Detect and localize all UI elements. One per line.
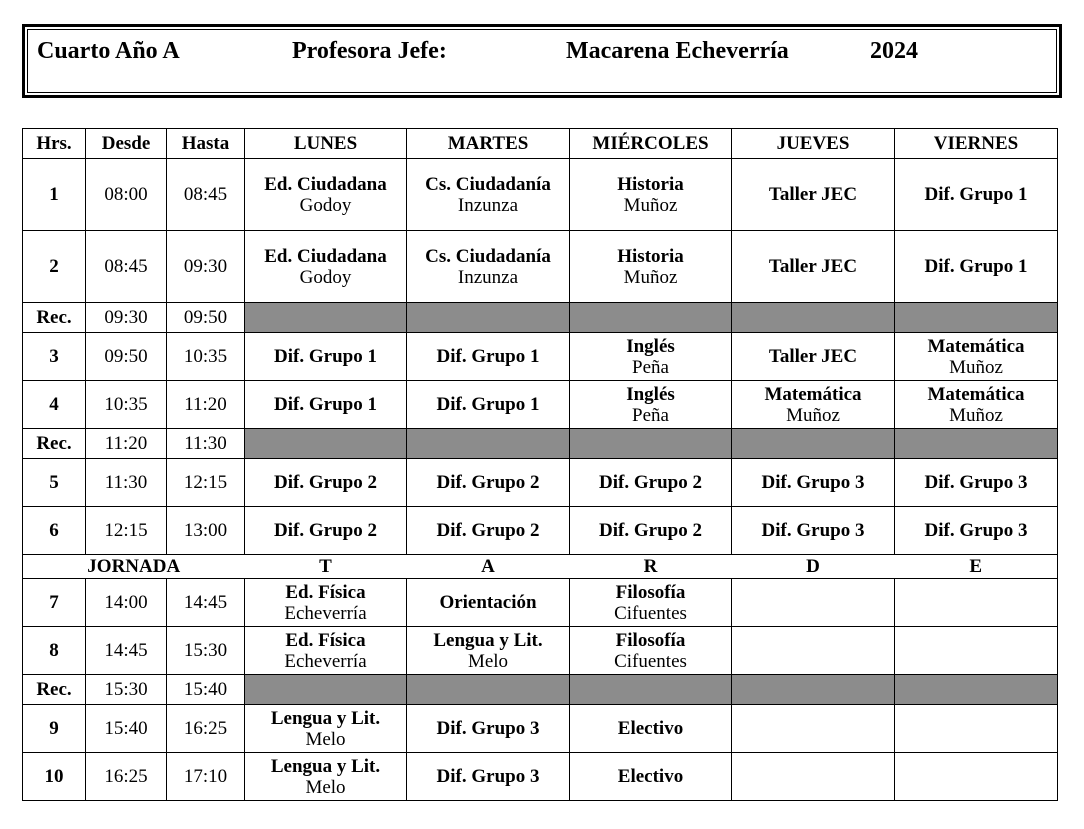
subject-name: Dif. Grupo 3 [924, 472, 1028, 493]
jornada-row [23, 555, 1058, 579]
desde-cell: 11:20 [86, 429, 167, 459]
teacher-name: Peña [632, 404, 669, 426]
jornada-letter: E [895, 555, 1058, 579]
class-cell [245, 627, 407, 675]
hasta-cell: 08:45 [167, 159, 245, 231]
afternoon-body [23, 579, 1058, 801]
recess-cell [895, 303, 1058, 333]
subject-name: Taller JEC [768, 346, 858, 367]
jornada-label: JORNADA [23, 555, 245, 579]
recess-cell [732, 303, 895, 333]
class-cell [570, 381, 732, 429]
hour-cell: 2 [23, 231, 86, 303]
recess-cell [245, 303, 407, 333]
recess-cell [245, 675, 407, 705]
class-cell [407, 159, 570, 231]
hasta-cell: 17:10 [167, 753, 245, 801]
class-cell [895, 231, 1058, 303]
hour-cell: Rec. [23, 675, 86, 705]
schedule-row [23, 627, 1058, 675]
hasta-cell: 16:25 [167, 705, 245, 753]
subject-name: Taller JEC [768, 184, 858, 205]
subject-name: Matemática [927, 335, 1025, 357]
desde-cell: 12:15 [86, 507, 167, 555]
morning-body [23, 159, 1058, 555]
class-cell [245, 507, 407, 555]
subject-name: Ed. Ciudadana [264, 173, 387, 195]
header-inner [27, 29, 1057, 93]
hour-cell: Rec. [23, 303, 86, 333]
class-cell [732, 579, 895, 627]
class-cell [570, 753, 732, 801]
class-cell [245, 579, 407, 627]
subject-name: Dif. Grupo 3 [761, 520, 865, 541]
class-cell [407, 333, 570, 381]
class-cell [245, 381, 407, 429]
subject-name: Dif. Grupo 3 [924, 520, 1028, 541]
subject-name: Dif. Grupo 1 [274, 346, 377, 367]
recess-cell [407, 429, 570, 459]
recess-cell [407, 675, 570, 705]
recess-cell [570, 429, 732, 459]
teacher-name: Cifuentes [614, 602, 687, 624]
class-cell [407, 459, 570, 507]
hour-cell: 5 [23, 459, 86, 507]
schedule-row [23, 381, 1058, 429]
class-cell [407, 579, 570, 627]
subject-name: Electivo [617, 718, 684, 739]
jornada-letter: R [570, 555, 732, 579]
teacher-name: Echeverría [284, 602, 367, 624]
subject-name: Cs. Ciudadanía [425, 173, 551, 195]
subject-name: Electivo [617, 766, 684, 787]
class-cell [570, 159, 732, 231]
teacher-name: Muñoz [949, 356, 1003, 378]
subject-name: Dif. Grupo 1 [924, 184, 1028, 205]
recess-cell [895, 429, 1058, 459]
class-cell [407, 381, 570, 429]
desde-cell: 15:40 [86, 705, 167, 753]
recess-row [23, 303, 1058, 333]
desde-cell: 11:30 [86, 459, 167, 507]
subject-name: Dif. Grupo 2 [599, 520, 702, 541]
class-cell [732, 459, 895, 507]
subject-name: Matemática [927, 383, 1025, 405]
recess-cell [895, 675, 1058, 705]
jornada-letter: D [732, 555, 895, 579]
subject-name: Lengua y Lit. [270, 755, 381, 777]
subject-name: Taller JEC [768, 256, 858, 277]
hour-cell: 8 [23, 627, 86, 675]
desde-cell: 09:30 [86, 303, 167, 333]
col-viernes: VIERNES [895, 129, 1058, 159]
class-cell [407, 753, 570, 801]
subject-name: Dif. Grupo 2 [599, 472, 702, 493]
subject-name: Ed. Ciudadana [264, 245, 387, 267]
schedule-row [23, 507, 1058, 555]
col-martes: MARTES [407, 129, 570, 159]
col-jueves: JUEVES [732, 129, 895, 159]
class-cell [895, 381, 1058, 429]
teacher-name: Inzunza [457, 266, 519, 288]
hasta-cell: 09:50 [167, 303, 245, 333]
class-cell [895, 333, 1058, 381]
subject-name: Filosofía [615, 629, 686, 651]
recess-cell [407, 303, 570, 333]
role-label: Profesora Jefe: [292, 38, 447, 64]
subject-name: Dif. Grupo 1 [436, 346, 540, 367]
subject-name: Historia [617, 245, 684, 267]
teacher-name: Muñoz [786, 404, 840, 426]
teacher-name: Peña [632, 356, 669, 378]
subject-name: Dif. Grupo 2 [436, 520, 540, 541]
class-cell [570, 579, 732, 627]
subject-name: Orientación [439, 592, 537, 613]
class-cell [407, 627, 570, 675]
class-cell [895, 507, 1058, 555]
class-cell [570, 459, 732, 507]
schedule-row [23, 705, 1058, 753]
subject-name: Dif. Grupo 2 [436, 472, 540, 493]
subject-name: Dif. Grupo 2 [274, 472, 377, 493]
class-cell [407, 705, 570, 753]
teacher-name: Cifuentes [614, 650, 687, 672]
col-hrs: Hrs. [23, 129, 86, 159]
schedule-row [23, 579, 1058, 627]
subject-name: Cs. Ciudadanía [425, 245, 551, 267]
recess-cell [245, 429, 407, 459]
subject-name: Matemática [764, 383, 862, 405]
jornada-body [23, 555, 1058, 579]
teacher-name: Melo [305, 776, 346, 798]
class-cell [245, 159, 407, 231]
col-desde: Desde [86, 129, 167, 159]
class-cell [407, 507, 570, 555]
class-cell [732, 753, 895, 801]
teacher-name: Muñoz [623, 266, 678, 288]
schedule-row [23, 753, 1058, 801]
class-cell [732, 381, 895, 429]
teacher-name: Muñoz [949, 404, 1003, 426]
hour-cell: 4 [23, 381, 86, 429]
desde-cell: 08:00 [86, 159, 167, 231]
subject-name: Historia [617, 173, 684, 195]
col-lunes: LUNES [245, 129, 407, 159]
class-cell [732, 231, 895, 303]
teacher-name: Muñoz [623, 194, 678, 216]
class-cell [895, 753, 1058, 801]
class-cell [895, 459, 1058, 507]
subject-name: Dif. Grupo 2 [274, 520, 377, 541]
recess-cell [732, 429, 895, 459]
class-cell [570, 231, 732, 303]
class-cell [570, 507, 732, 555]
hour-cell: 6 [23, 507, 86, 555]
class-cell [732, 507, 895, 555]
desde-cell: 14:45 [86, 627, 167, 675]
schedule-table [22, 128, 1058, 801]
class-cell [895, 579, 1058, 627]
jornada-letter: T [245, 555, 407, 579]
desde-cell: 15:30 [86, 675, 167, 705]
class-cell [570, 333, 732, 381]
class-cell [407, 231, 570, 303]
col-miercoles: MIÉRCOLES [570, 129, 732, 159]
desde-cell: 10:35 [86, 381, 167, 429]
hasta-cell: 14:45 [167, 579, 245, 627]
teacher-name: Melo [305, 728, 346, 750]
hour-cell: Rec. [23, 429, 86, 459]
class-cell [570, 705, 732, 753]
schedule-row [23, 459, 1058, 507]
subject-name: Ed. Física [285, 581, 366, 603]
schedule-row [23, 159, 1058, 231]
schedule-row [23, 333, 1058, 381]
subject-name: Dif. Grupo 3 [761, 472, 865, 493]
subject-name: Dif. Grupo 1 [924, 256, 1028, 277]
subject-name: Dif. Grupo 3 [436, 718, 540, 739]
header-row [23, 129, 1058, 159]
class-cell [245, 705, 407, 753]
recess-cell [570, 675, 732, 705]
subject-name: Ed. Física [285, 629, 366, 651]
teacher-name: Melo [467, 650, 509, 672]
subject-name: Dif. Grupo 3 [436, 766, 540, 787]
hasta-cell: 10:35 [167, 333, 245, 381]
class-cell [732, 159, 895, 231]
hasta-cell: 15:30 [167, 627, 245, 675]
teacher-name: Inzunza [457, 194, 519, 216]
subject-name: Dif. Grupo 1 [436, 394, 540, 415]
teacher-name: Godoy [299, 194, 352, 216]
class-cell [895, 627, 1058, 675]
class-cell [732, 333, 895, 381]
subject-name: Inglés [626, 383, 675, 405]
hasta-cell: 12:15 [167, 459, 245, 507]
hasta-cell: 15:40 [167, 675, 245, 705]
hour-cell: 10 [23, 753, 86, 801]
recess-cell [570, 303, 732, 333]
course-title: Cuarto Año A [37, 38, 180, 64]
class-cell [245, 459, 407, 507]
class-cell [245, 753, 407, 801]
header-box [22, 24, 1062, 98]
recess-row [23, 675, 1058, 705]
desde-cell: 16:25 [86, 753, 167, 801]
class-cell [245, 333, 407, 381]
class-cell [732, 627, 895, 675]
subject-name: Dif. Grupo 1 [274, 394, 377, 415]
desde-cell: 09:50 [86, 333, 167, 381]
recess-cell [732, 675, 895, 705]
schedule-row [23, 231, 1058, 303]
subject-name: Lengua y Lit. [270, 707, 381, 729]
teacher-name: Godoy [299, 266, 352, 288]
desde-cell: 08:45 [86, 231, 167, 303]
hasta-cell: 11:30 [167, 429, 245, 459]
jornada-letter: A [407, 555, 570, 579]
year: 2024 [870, 38, 918, 64]
hasta-cell: 11:20 [167, 381, 245, 429]
teacher-name: Macarena Echeverría [566, 38, 789, 64]
class-cell [895, 159, 1058, 231]
class-cell [732, 705, 895, 753]
hour-cell: 3 [23, 333, 86, 381]
hasta-cell: 13:00 [167, 507, 245, 555]
hour-cell: 9 [23, 705, 86, 753]
class-cell [895, 705, 1058, 753]
teacher-name: Echeverría [284, 650, 367, 672]
subject-name: Filosofía [615, 581, 686, 603]
col-hasta: Hasta [167, 129, 245, 159]
desde-cell: 14:00 [86, 579, 167, 627]
recess-row [23, 429, 1058, 459]
class-cell [570, 627, 732, 675]
subject-name: Inglés [626, 335, 675, 357]
hour-cell: 7 [23, 579, 86, 627]
hasta-cell: 09:30 [167, 231, 245, 303]
hour-cell: 1 [23, 159, 86, 231]
class-cell [245, 231, 407, 303]
subject-name: Lengua y Lit. [433, 629, 543, 651]
